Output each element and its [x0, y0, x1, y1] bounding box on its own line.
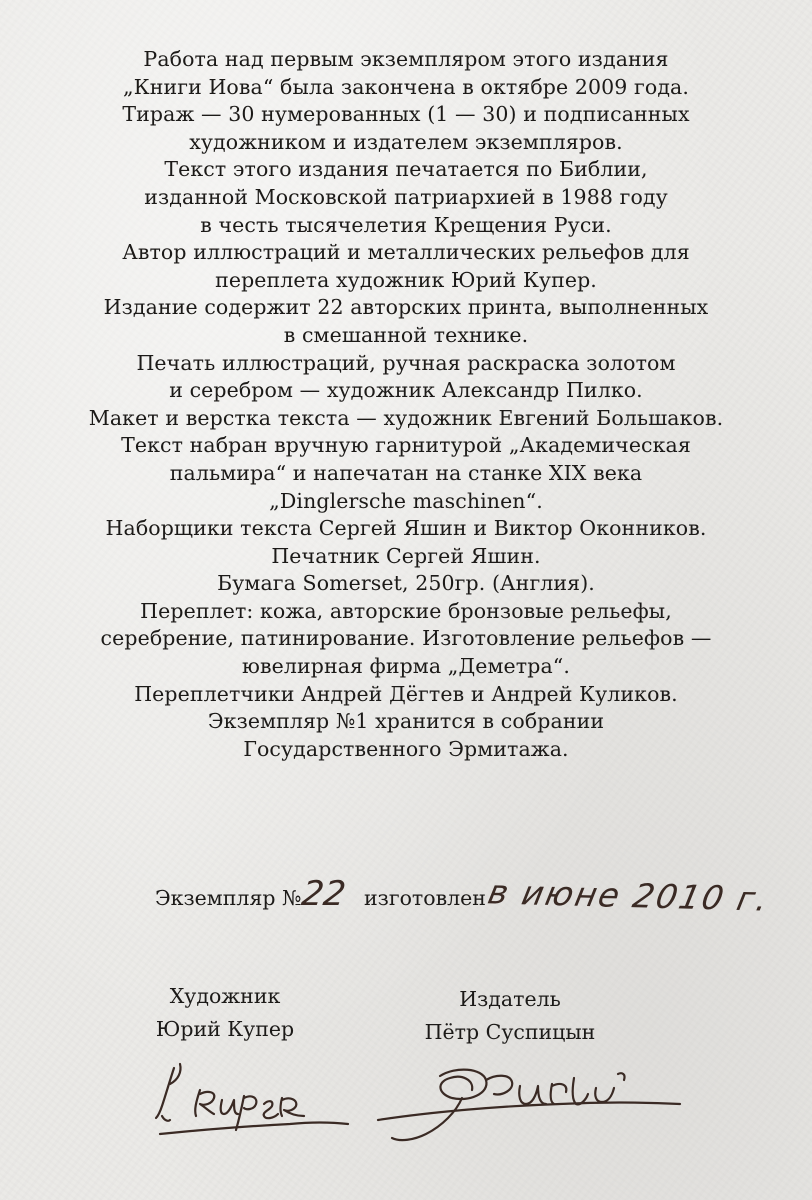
artist-signature: [140, 1050, 370, 1170]
colophon-line: художником и издателем экземпляров.: [189, 129, 623, 154]
colophon-line: пальмира“ и напечатан на станке XIX века: [169, 460, 643, 485]
colophon-text: [40, 46, 772, 763]
colophon-line: Работа над первым экземпляром этого издания: [143, 47, 669, 71]
artist-role: Художник: [169, 984, 281, 1008]
colophon-line: Бумага Somerset, 250гр. (Англия).: [217, 571, 595, 596]
colophon-line: Экземпляр №1 хранится в собрании: [207, 709, 605, 734]
colophon-line: серебрение, патинирование. Изготовление рельефов —: [100, 626, 712, 651]
colophon-line: в смешанной технике.: [283, 322, 529, 347]
publisher-credit: [400, 983, 620, 1049]
colophon-line: Автор иллюстраций и металлических рельефов для: [122, 240, 690, 265]
handwritten-copy-number: 22: [299, 874, 349, 914]
colophon-line: Текст набран вручную гарнитурой „Академическая: [121, 433, 691, 458]
publisher-name: Пётр Суспицын: [424, 1020, 596, 1044]
colophon-line: Текст этого издания печатается по Библии,: [164, 157, 648, 182]
colophon-line: изданной Московской патриархией в 1988 году: [144, 184, 668, 209]
colophon-line: Переплетчики Андрей Дёгтев и Андрей Куликов.: [134, 681, 678, 706]
colophon-line: и серебром — художник Александр Пилко.: [169, 378, 643, 403]
colophon-line: Печать иллюстраций, ручная раскраска золотом: [136, 350, 676, 375]
colophon-line: „Dinglersche maschinen“.: [269, 488, 543, 513]
made-label: изготовлен: [364, 886, 486, 910]
colophon-line: Издание содержит 22 авторских принта, выполненных: [103, 295, 709, 320]
colophon-line: Государственного Эрмитажа.: [243, 736, 569, 761]
numbered-copy-line: [0, 872, 812, 920]
handwritten-date: в июне 2010 г.: [484, 872, 774, 919]
publisher-role: Издатель: [459, 987, 561, 1011]
colophon-line: в честь тысячелетия Крещения Руси.: [200, 212, 612, 237]
colophon-line: Наборщики текста Сергей Яшин и Виктор Оконников.: [105, 516, 707, 541]
copy-label: Экземпляр №: [155, 886, 302, 910]
colophon-line: переплета художник Юрий Купер.: [215, 267, 597, 292]
colophon-line: Тираж — 30 нумерованных (1 — 30) и подписанных: [122, 102, 690, 127]
colophon-line: ювелирная фирма „Деметра“.: [242, 654, 570, 679]
artist-name: Юрий Купер: [155, 1017, 295, 1041]
colophon-line: Печатник Сергей Яшин.: [271, 543, 541, 568]
colophon-line: Переплет: кожа, авторские бронзовые рельефы,: [140, 598, 672, 623]
colophon-line: Макет и верстка текста — художник Евгений Большаков.: [88, 405, 724, 430]
artist-credit: [130, 980, 320, 1046]
publisher-signature: [370, 1050, 690, 1170]
colophon-line: „Книги Иова“ была закончена в октябре 2009 года.: [123, 74, 689, 99]
